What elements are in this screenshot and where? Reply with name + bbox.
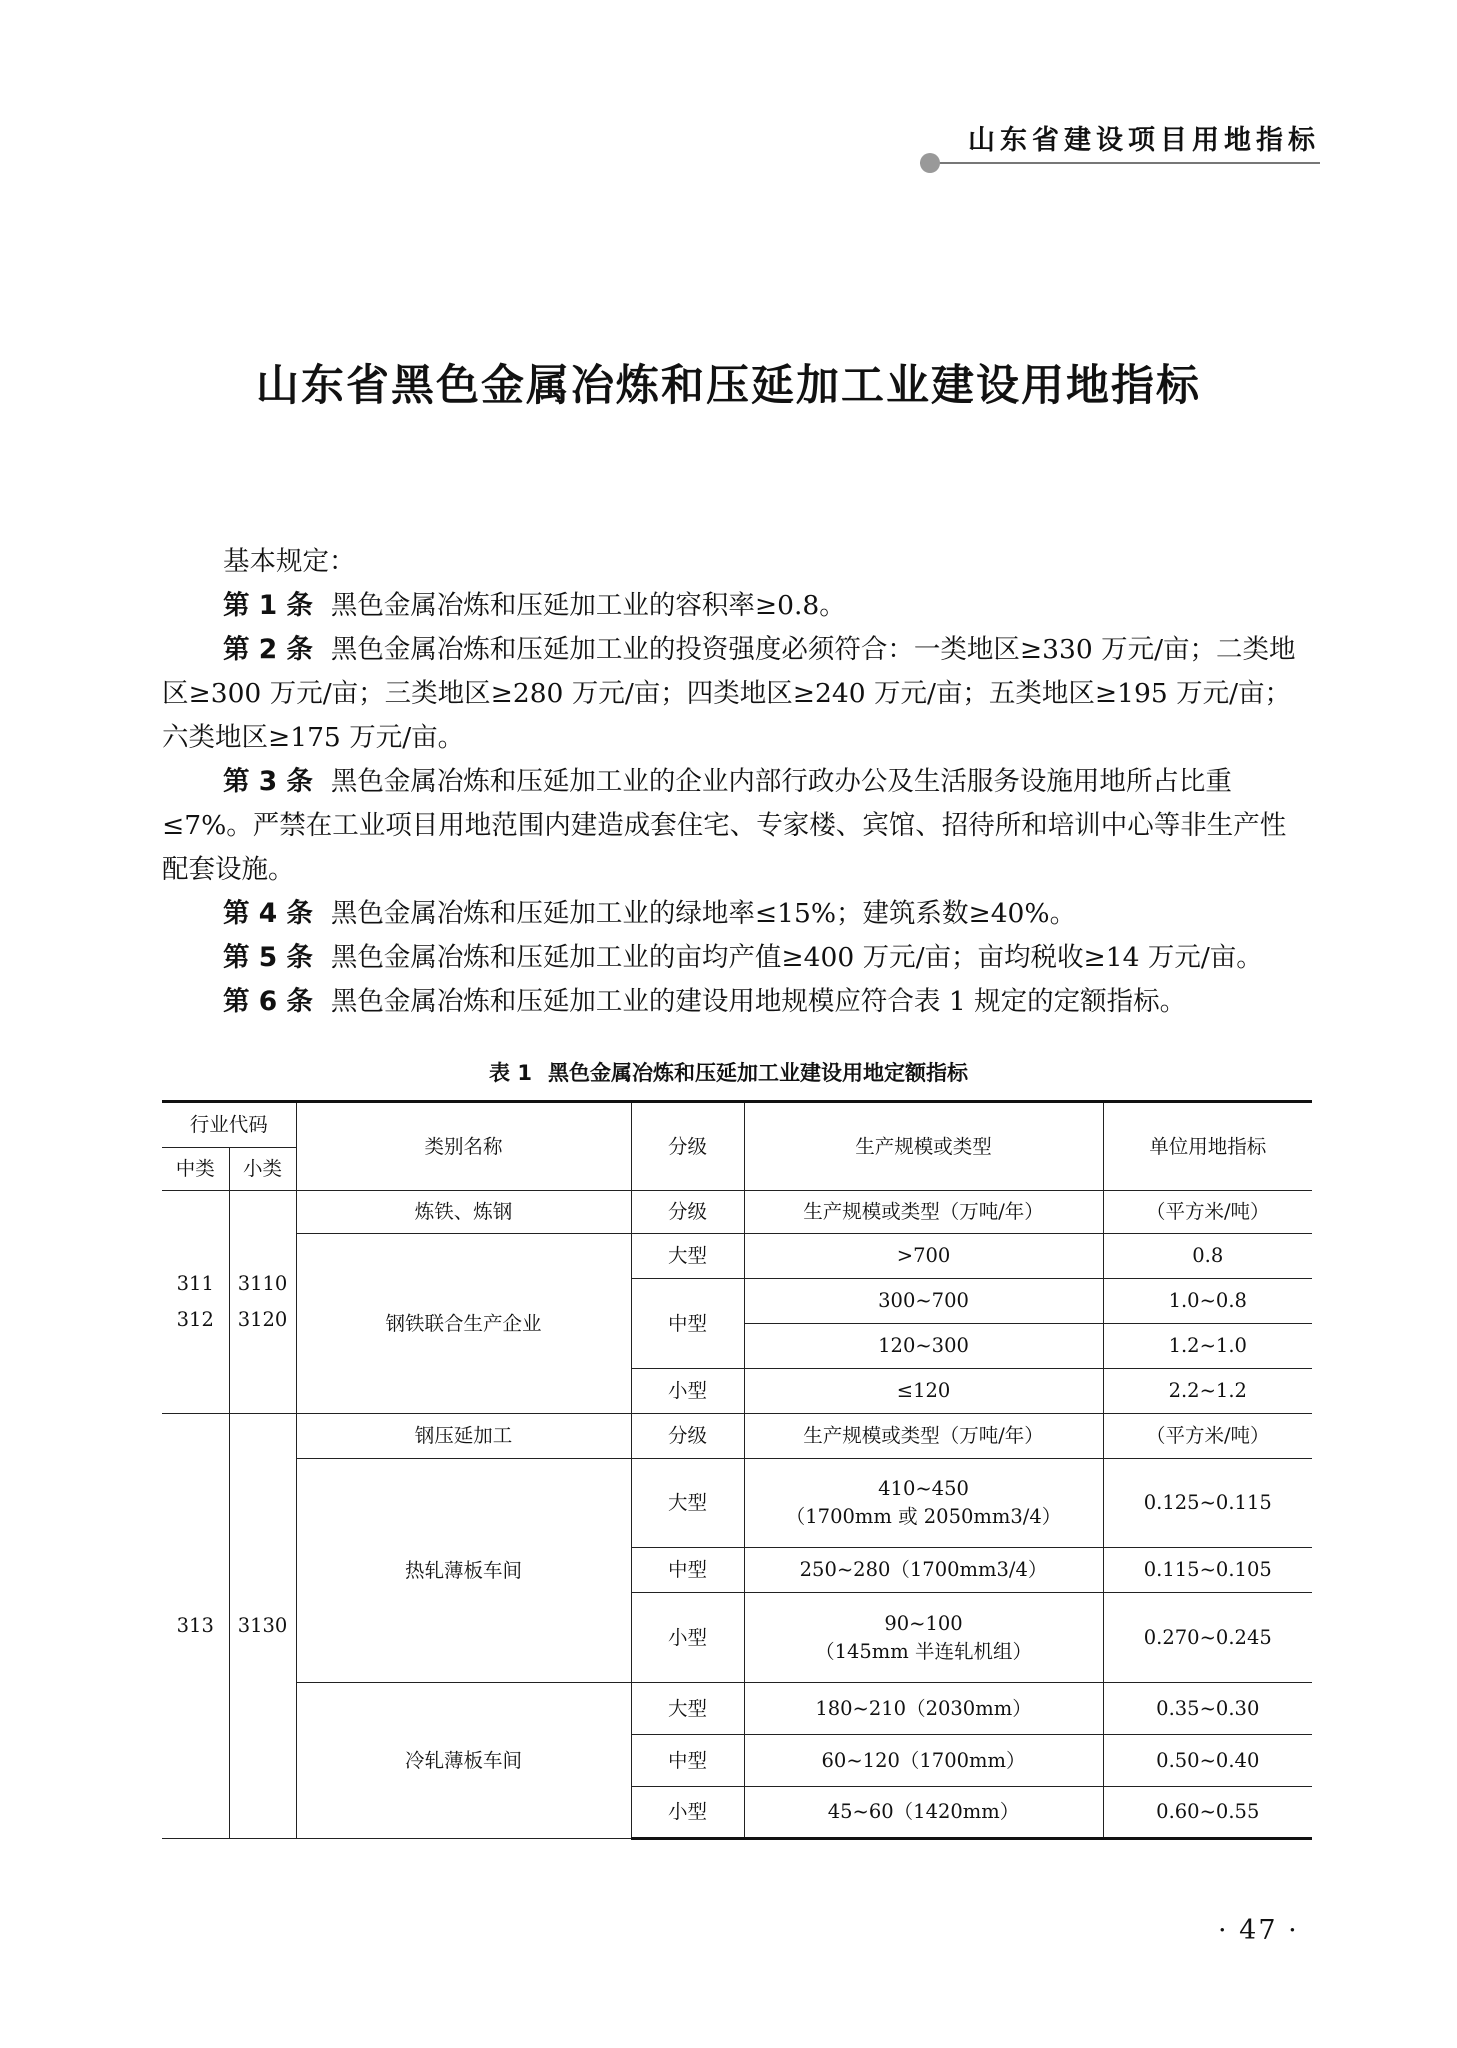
grade-cell: 小型 — [631, 1369, 744, 1414]
header-rule — [920, 162, 1320, 164]
article-label: 第 2 条 — [223, 634, 313, 665]
grade-cell: 中型 — [631, 1279, 744, 1369]
indicator-cell: 1.0~0.8 — [1103, 1279, 1312, 1324]
article-2 — [162, 628, 1310, 760]
scale-cell — [744, 1593, 1103, 1683]
grade-cell: 中型 — [631, 1735, 744, 1787]
section-name: 炼铁、炼钢 — [296, 1191, 631, 1234]
grade-cell: 大型 — [631, 1234, 744, 1279]
indicator-cell: 0.35~0.30 — [1103, 1683, 1312, 1735]
article-label: 第 4 条 — [223, 898, 313, 929]
indicator-cell: 0.270~0.245 — [1103, 1593, 1312, 1683]
indicator-cell: 0.60~0.55 — [1103, 1787, 1312, 1839]
article-6 — [162, 980, 1310, 1024]
category-name: 热轧薄板车间 — [296, 1459, 631, 1683]
grade-cell: 大型 — [631, 1683, 744, 1735]
small-class-codes — [229, 1191, 296, 1414]
article-text: 黑色金属冶炼和压延加工业的亩均产值≥400 万元/亩；亩均税收≥14 万元/亩。 — [330, 942, 1263, 973]
scale-line: 90~100 — [884, 1611, 963, 1635]
document-title: 山东省黑色金属冶炼和压延加工业建设用地指标 — [256, 361, 1201, 411]
section-grade: 分级 — [631, 1191, 744, 1234]
mid-class-codes — [162, 1191, 229, 1414]
indicator-cell: 0.8 — [1103, 1234, 1312, 1279]
table-row — [162, 1459, 1312, 1548]
article-5 — [162, 936, 1310, 980]
header-small-class: 小类 — [229, 1148, 296, 1191]
grade-cell: 小型 — [631, 1787, 744, 1839]
scale-cell: 180~210（2030mm） — [744, 1683, 1103, 1735]
code-value: 312 — [176, 1308, 214, 1331]
table-row — [162, 1683, 1312, 1735]
section-unit: （平方米/吨） — [1103, 1414, 1312, 1459]
header-dot-ornament — [920, 153, 940, 173]
small-class-code: 3130 — [229, 1414, 296, 1839]
indicator-cell: 2.2~1.2 — [1103, 1369, 1312, 1414]
header-indicator: 单位用地指标 — [1103, 1102, 1312, 1191]
code-value: 3110 — [237, 1272, 288, 1295]
grade-cell: 大型 — [631, 1459, 744, 1548]
scale-cell — [744, 1459, 1103, 1548]
article-label: 第 1 条 — [223, 590, 313, 621]
scale-cell: 60~120（1700mm） — [744, 1735, 1103, 1787]
table-row — [162, 1191, 1312, 1234]
scale-line: （145mm 半连轧机组） — [815, 1639, 1032, 1663]
article-text: 黑色金属冶炼和压延加工业的投资强度必须符合：一类地区≥330 万元/亩；二类地区≥300 万元/亩；三类地区≥280 万元/亩；四类地区≥240 万元/亩；五类地区≥195 万元/亩；六类地区≥175 万元/亩。 — [162, 634, 1296, 753]
indicator-cell: 0.115~0.105 — [1103, 1548, 1312, 1593]
land-quota-table — [162, 1100, 1312, 1840]
section-scale: 生产规模或类型（万吨/年） — [744, 1191, 1103, 1234]
mid-class-code: 313 — [162, 1414, 229, 1839]
article-3 — [162, 760, 1310, 892]
table-row — [162, 1414, 1312, 1459]
scale-cell: 45~60（1420mm） — [744, 1787, 1103, 1839]
table-number: 表 1 — [489, 1061, 532, 1085]
article-label: 第 6 条 — [223, 986, 313, 1017]
section-unit: （平方米/吨） — [1103, 1191, 1312, 1234]
scale-line: 410~450 — [878, 1477, 969, 1500]
article-1 — [162, 584, 1310, 628]
indicator-cell: 1.2~1.0 — [1103, 1324, 1312, 1369]
indicator-cell: 0.125~0.115 — [1103, 1459, 1312, 1548]
article-text: 黑色金属冶炼和压延加工业的容积率≥0.8。 — [330, 590, 846, 621]
article-label: 第 5 条 — [223, 942, 313, 973]
running-header-title: 山东省建设项目用地指标 — [968, 125, 1320, 156]
header-mid-class: 中类 — [162, 1148, 229, 1191]
category-name: 钢铁联合生产企业 — [296, 1234, 631, 1414]
table-row — [162, 1234, 1312, 1279]
page-number: · 47 · — [1218, 1915, 1299, 1946]
header-category: 类别名称 — [296, 1102, 631, 1191]
scale-cell: 250~280（1700mm3/4） — [744, 1548, 1103, 1593]
scale-cell: 300~700 — [744, 1279, 1103, 1324]
article-text: 黑色金属冶炼和压延加工业的企业内部行政办公及生活服务设施用地所占比重≤7%。严禁在工业项目用地范围内建造成套住宅、专家楼、宾馆、招待所和培训中心等非生产性配套设施。 — [162, 766, 1287, 885]
header-scale: 生产规模或类型 — [744, 1102, 1103, 1191]
basic-rules-label: 基本规定： — [223, 546, 356, 577]
section-name: 钢压延加工 — [296, 1414, 631, 1459]
code-value: 3120 — [237, 1308, 288, 1331]
table-caption — [0, 1057, 1457, 1087]
scale-cell: 120~300 — [744, 1324, 1103, 1369]
code-value: 311 — [176, 1272, 214, 1295]
table-caption-text: 黑色金属冶炼和压延加工业建设用地定额指标 — [547, 1061, 968, 1085]
header-industry-code: 行业代码 — [162, 1102, 296, 1148]
running-header — [920, 118, 1320, 162]
header-grade: 分级 — [631, 1102, 744, 1191]
category-name: 冷轧薄板车间 — [296, 1683, 631, 1839]
regulation-body — [162, 540, 1310, 1024]
scale-line: （1700mm 或 2050mm3/4） — [785, 1505, 1062, 1528]
table-header-row — [162, 1102, 1312, 1148]
scale-cell: >700 — [744, 1234, 1103, 1279]
grade-cell: 小型 — [631, 1593, 744, 1683]
article-text: 黑色金属冶炼和压延加工业的建设用地规模应符合表 1 规定的定额指标。 — [330, 986, 1187, 1017]
article-text: 黑色金属冶炼和压延加工业的绿地率≤15%；建筑系数≥40%。 — [330, 898, 1077, 929]
article-4 — [162, 892, 1310, 936]
section-grade: 分级 — [631, 1414, 744, 1459]
scale-cell: ≤120 — [744, 1369, 1103, 1414]
article-label: 第 3 条 — [223, 766, 313, 797]
grade-cell: 中型 — [631, 1548, 744, 1593]
indicator-cell: 0.50~0.40 — [1103, 1735, 1312, 1787]
section-scale: 生产规模或类型（万吨/年） — [744, 1414, 1103, 1459]
